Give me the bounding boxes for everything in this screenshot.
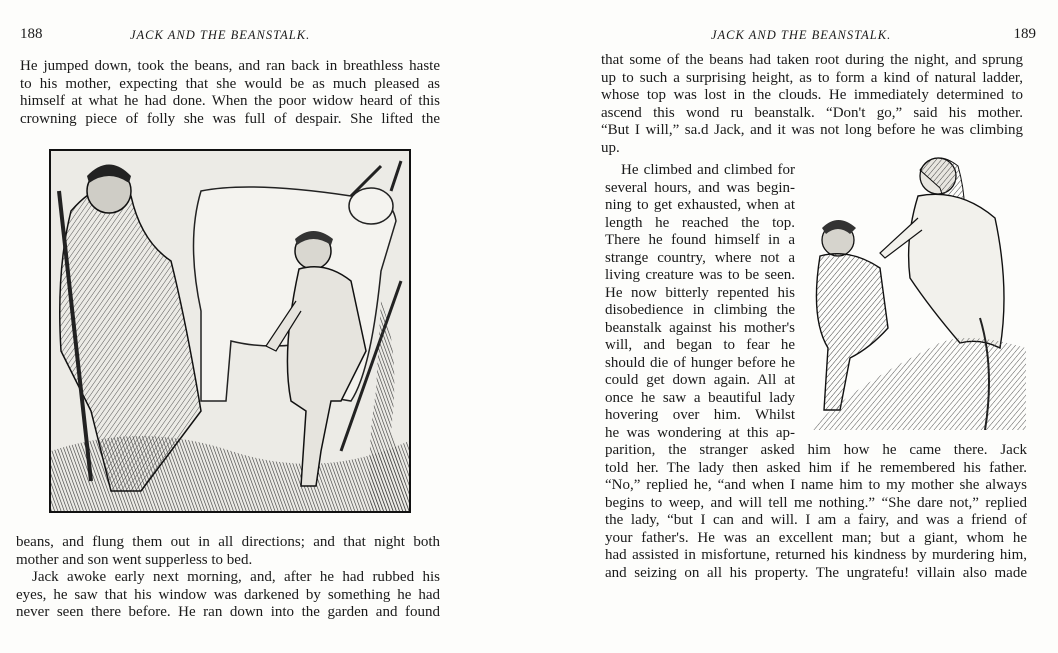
- text-line: beanstalk against his mother's: [605, 319, 795, 336]
- text-line: whose top was lost in the clouds. He immediately determined to: [601, 87, 1023, 103]
- right-column-text: [605, 162, 795, 442]
- text-line: ning to get exhausted, when at: [605, 197, 795, 213]
- text-line: “But I will,” sa.d Jack, and it was not long before he was climbing: [601, 122, 1023, 138]
- text-line: mother and son went supperless to bed.: [16, 551, 253, 568]
- text-line: had assisted in misfortune, returned his kindness by murdering him,: [605, 547, 1027, 563]
- running-title-right: JACK AND THE BEANSTALK.: [711, 28, 892, 42]
- text-line: He now bitterly repented his: [605, 284, 795, 301]
- right-page: [529, 0, 1058, 653]
- text-line: parition, the stranger asked him how he came there. Jack: [605, 442, 1027, 458]
- right-page-header: [529, 26, 1058, 46]
- page-number-right: 189: [1013, 26, 1036, 42]
- text-line: begins to weep, and will tell me nothing.” “She dare not,” replied: [605, 494, 1027, 511]
- text-line: will, and began to fear he: [605, 337, 795, 353]
- text-line: beans, and flung them out in all directions; and that night both: [16, 534, 440, 550]
- left-page-header: [0, 26, 529, 46]
- text-line: There he found himself in a: [605, 232, 795, 248]
- text-line: and seizing on all his property. The ungratefu! villain also made: [605, 564, 1027, 581]
- text-line: that some of the beans had taken root during the night, and sprung: [601, 52, 1023, 68]
- text-line: He jumped down, took the beans, and ran back in breathless haste: [20, 58, 440, 74]
- text-line: up to such a surprising height, as to form a kind of natural ladder,: [601, 69, 1023, 86]
- page-number-left: 188: [20, 26, 43, 42]
- right-bottom-text: [605, 442, 1027, 582]
- text-line: several hours, and was begin-: [605, 179, 795, 196]
- text-line: He climbed and climbed for: [621, 162, 795, 178]
- text-line: up.: [601, 139, 620, 156]
- text-line: “No,” replied he, “and when I name him to my mother she always: [605, 477, 1027, 493]
- text-line: living creature was to be seen.: [605, 267, 795, 283]
- text-line: to his mother, expecting that she would be as much pleased as: [20, 75, 440, 92]
- text-line: himself at what he had done. When the poor widow heard of this: [20, 93, 440, 109]
- left-top-paragraph: [20, 58, 440, 128]
- text-line: he was wondering at this ap-: [605, 424, 795, 441]
- text-line: told her. The lady then asked him if he remembered his father.: [605, 459, 1027, 476]
- text-line: Jack awoke early next morning, and, after he had rubbed his: [32, 569, 440, 585]
- left-bottom-text: [16, 534, 440, 622]
- right-top-paragraph: [601, 52, 1023, 157]
- text-line: the lady, “but I can and will. I am a fairy, and was a friend of: [605, 512, 1027, 528]
- text-line: crowning piece of folly she was full of despair. She lifted the: [20, 110, 440, 127]
- illustration-jack-and-cow: [49, 149, 411, 513]
- text-line: should die of hunger before he: [605, 354, 795, 371]
- text-line: once he saw a beautiful lady: [605, 389, 795, 406]
- text-line: never seen there before. He ran down into the garden and found: [16, 604, 440, 620]
- text-line: could get down again. All at: [605, 372, 795, 388]
- illustration-fairy-and-jack: [810, 148, 1026, 430]
- text-line: eyes, he saw that his window was darkened by something he had: [16, 586, 440, 603]
- text-line: disobedience in climbing the: [605, 302, 795, 318]
- text-line: hovering over him. Whilst: [605, 407, 795, 423]
- text-line: length he reached the top.: [605, 214, 795, 231]
- text-line: your father's. He was an excellent man; but a giant, whom he: [605, 529, 1027, 546]
- text-line: ascend this wond ru beanstalk. “Don't go,” said his mother.: [601, 104, 1023, 121]
- running-title-left: JACK AND THE BEANSTALK.: [130, 28, 311, 42]
- text-line: strange country, where not a: [605, 249, 795, 266]
